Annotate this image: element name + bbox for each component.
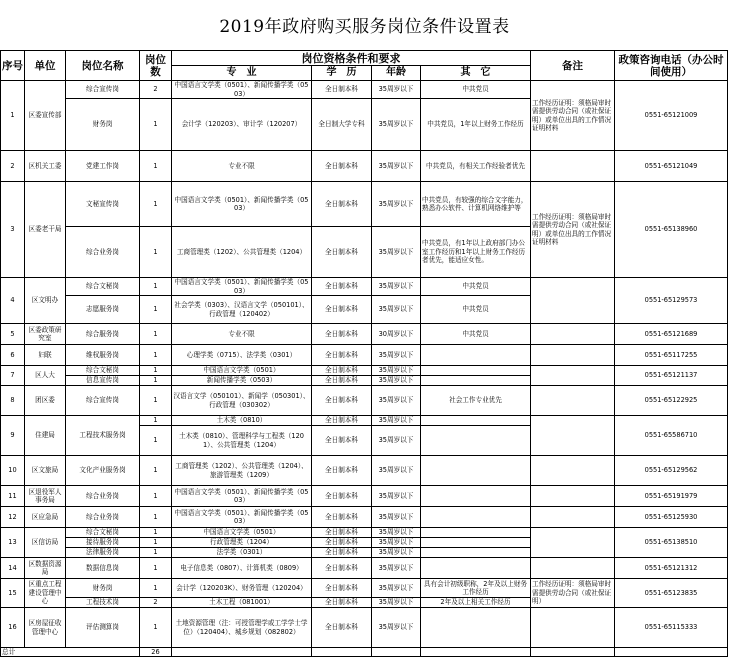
- cell-education: 全日制本科: [312, 81, 372, 99]
- cell-remark: [531, 324, 615, 345]
- cell-count: 2: [140, 598, 172, 608]
- cell-major: 中国语言文学类（0501）、新闻传播学类（0503）: [172, 278, 312, 296]
- cell-major: 工商管理类（1202）、公共管理类（1204）: [172, 227, 312, 278]
- cell-unit: 区信访局: [25, 528, 66, 558]
- cell-education: 全日制本科: [312, 366, 372, 376]
- cell-count: 1: [140, 548, 172, 558]
- cell-major: 土木工程（081001）: [172, 598, 312, 608]
- cell-education: 全日制本科: [312, 376, 372, 386]
- cell-other: 2年及以上相关工作经历: [421, 598, 531, 608]
- total-empty: [615, 648, 728, 657]
- cell-other: 社会工作专业优先: [421, 386, 531, 416]
- cell-remark: [531, 528, 615, 558]
- cell-education: 全日制本科: [312, 416, 372, 426]
- cell-position: 综合服务岗: [66, 324, 140, 345]
- cell-other: [421, 548, 531, 558]
- cell-age: 35周岁以下: [372, 426, 421, 456]
- cell-age: 35周岁以下: [372, 579, 421, 598]
- cell-count: 1: [140, 608, 172, 648]
- cell-education: 全日制本科: [312, 426, 372, 456]
- cell-count: 1: [140, 456, 172, 486]
- total-empty: [421, 648, 531, 657]
- cell-other: 具有会计初级职称，2年及以上财务工作经历: [421, 579, 531, 598]
- cell-age: 35周岁以下: [372, 548, 421, 558]
- cell-major: 工商管理类（1202）、公共管理类（1204）、旅游管理类（1209）: [172, 456, 312, 486]
- cell-unit: 区房屋征收管理中心: [25, 608, 66, 648]
- cell-remark: [531, 486, 615, 507]
- cell-age: 35周岁以下: [372, 486, 421, 507]
- cell-phone: 0551-65121689: [615, 324, 728, 345]
- cell-education: 全日制本科: [312, 182, 372, 227]
- total-empty: [172, 648, 312, 657]
- cell-count: 1: [140, 416, 172, 426]
- cell-age: 35周岁以下: [372, 538, 421, 548]
- cell-major: 中国语言文学类（0501）、新闻传播学类（0503）: [172, 182, 312, 227]
- cell-seq: 14: [1, 558, 25, 579]
- cell-education: 全日制本科: [312, 507, 372, 528]
- header-remark: 备注: [531, 51, 615, 81]
- cell-seq: 5: [1, 324, 25, 345]
- cell-position: 综合宣传岗: [66, 386, 140, 416]
- cell-remark: 工作经历证明：须格局审时需提供劳动合同（或社保证明）或单位出具的工作情况证明材料: [531, 182, 615, 278]
- header-phone: 政策咨询电话（办公时间使用）: [615, 51, 728, 81]
- cell-position: 综合宣传岗: [66, 81, 140, 99]
- cell-position: 评估测算岗: [66, 608, 140, 648]
- cell-unit: 区数据资源局: [25, 558, 66, 579]
- cell-other: 中共党员，有1年以上政府部门办公室工作经历和1年以上财务工作经历者优先，能适应女性。: [421, 227, 531, 278]
- cell-unit: 团区委: [25, 386, 66, 416]
- cell-unit: 区机关工委: [25, 151, 66, 182]
- header-count: 岗位数: [140, 51, 172, 81]
- cell-position: 综合文秘岗: [66, 366, 140, 376]
- cell-unit: 区重点工程建设管理中心: [25, 579, 66, 608]
- cell-unit: 区退役军人事务局: [25, 486, 66, 507]
- cell-major: 心理学类（0715）、法学类（0301）: [172, 345, 312, 366]
- cell-remark: 工作经历证明：须格局审时需提供劳动合同（或社保证明）: [531, 579, 615, 608]
- cell-phone: 0551-65129562: [615, 456, 728, 486]
- cell-seq: 2: [1, 151, 25, 182]
- cell-remark: [531, 366, 615, 386]
- header-other: 其 它: [421, 66, 531, 81]
- cell-education: 全日制本科: [312, 456, 372, 486]
- header-requirements: 岗位资格条件和要求: [172, 51, 531, 66]
- cell-phone: 0551-65123835: [615, 579, 728, 608]
- cell-other: [421, 608, 531, 648]
- cell-seq: 10: [1, 456, 25, 486]
- cell-position: 接待服务岗: [66, 538, 140, 548]
- cell-phone: 0551-65138510: [615, 528, 728, 558]
- cell-education: 全日制本科: [312, 227, 372, 278]
- cell-age: 35周岁以下: [372, 366, 421, 376]
- cell-age: 35周岁以下: [372, 456, 421, 486]
- cell-education: 全日制本科: [312, 579, 372, 598]
- cell-other: 中共党员: [421, 296, 531, 324]
- total-empty: [531, 648, 615, 657]
- cell-count: 1: [140, 227, 172, 278]
- cell-education: 全日制本科: [312, 386, 372, 416]
- cell-education: 全日制本科: [312, 608, 372, 648]
- cell-phone: 0551-65125930: [615, 507, 728, 528]
- cell-position: 财务岗: [66, 579, 140, 598]
- cell-remark: [531, 558, 615, 579]
- cell-seq: 8: [1, 386, 25, 416]
- cell-position: 党建工作岗: [66, 151, 140, 182]
- cell-position: 综合文秘岗: [66, 528, 140, 538]
- cell-position: 财务岗: [66, 99, 140, 151]
- cell-age: 35周岁以下: [372, 99, 421, 151]
- cell-other: 中共党员，有较强的综合文字能力，熟悉办公软件、计算机网络维护等: [421, 182, 531, 227]
- cell-position: 法律服务岗: [66, 548, 140, 558]
- cell-position: 综合文秘岗: [66, 278, 140, 296]
- cell-count: 1: [140, 376, 172, 386]
- cell-age: 35周岁以下: [372, 278, 421, 296]
- cell-major: 中国语言文学类（0501）: [172, 366, 312, 376]
- cell-other: [421, 366, 531, 376]
- cell-unit: 区委政策研究室: [25, 324, 66, 345]
- cell-education: 全日制本科: [312, 324, 372, 345]
- cell-education: 全日制本科: [312, 538, 372, 548]
- cell-position: 综合业务岗: [66, 486, 140, 507]
- cell-other: [421, 507, 531, 528]
- cell-phone: 0551-65121009: [615, 81, 728, 151]
- cell-phone: 0551-65586710: [615, 416, 728, 456]
- cell-count: 1: [140, 528, 172, 538]
- cell-seq: 16: [1, 608, 25, 648]
- cell-position: 文化产业服务岗: [66, 456, 140, 486]
- cell-unit: 区委老干局: [25, 182, 66, 278]
- cell-other: [421, 345, 531, 366]
- cell-phone: 0551-65121049: [615, 151, 728, 182]
- cell-other: 中共党员: [421, 81, 531, 99]
- cell-major: 土木类（0810）: [172, 416, 312, 426]
- header-education: 学 历: [312, 66, 372, 81]
- cell-remark: [531, 416, 615, 456]
- cell-age: 35周岁以下: [372, 182, 421, 227]
- cell-count: 1: [140, 278, 172, 296]
- cell-other: 中共党员，1年以上财务工作经历: [421, 99, 531, 151]
- cell-count: 1: [140, 486, 172, 507]
- header-position: 岗位名称: [66, 51, 140, 81]
- cell-major: 社会学类（0303）、汉语言文学（050101）、行政管理（120402）: [172, 296, 312, 324]
- cell-seq: 13: [1, 528, 25, 558]
- cell-seq: 6: [1, 345, 25, 366]
- cell-age: 35周岁以下: [372, 507, 421, 528]
- cell-age: 35周岁以下: [372, 558, 421, 579]
- cell-position: 综合业务岗: [66, 227, 140, 278]
- cell-remark: 工作经历证明：须格局审时需提供劳动合同（或社保证明）或单位出具的工作情况证明材料: [531, 81, 615, 151]
- total-label: 总计: [1, 648, 140, 657]
- cell-age: 35周岁以下: [372, 345, 421, 366]
- cell-count: 1: [140, 366, 172, 376]
- cell-education: 全日制本科: [312, 598, 372, 608]
- header-unit: 单位: [25, 51, 66, 81]
- cell-age: 35周岁以下: [372, 416, 421, 426]
- cell-unit: 区文明办: [25, 278, 66, 324]
- cell-major: 会计学（120203）、审计学（120207）: [172, 99, 312, 151]
- cell-major: 中国语言文学类（0501）、新闻传播学类（0503）: [172, 507, 312, 528]
- cell-count: 1: [140, 386, 172, 416]
- header-major: 专 业: [172, 66, 312, 81]
- cell-age: 35周岁以下: [372, 151, 421, 182]
- cell-major: 会计学（120203K）、财务管理（120204）: [172, 579, 312, 598]
- cell-education: 全日制本科: [312, 278, 372, 296]
- cell-seq: 4: [1, 278, 25, 324]
- cell-age: 35周岁以下: [372, 608, 421, 648]
- cell-count: 1: [140, 538, 172, 548]
- cell-position: 工程技术岗: [66, 598, 140, 608]
- cell-count: 1: [140, 151, 172, 182]
- cell-position: 志愿服务岗: [66, 296, 140, 324]
- cell-age: 30周岁以下: [372, 324, 421, 345]
- cell-unit: 住建局: [25, 416, 66, 456]
- cell-remark: [531, 386, 615, 416]
- cell-unit: 妇联: [25, 345, 66, 366]
- cell-seq: 11: [1, 486, 25, 507]
- cell-major: 专业不限: [172, 151, 312, 182]
- cell-position: 工程技术服务岗: [66, 416, 140, 456]
- cell-seq: 1: [1, 81, 25, 151]
- cell-major: 中国语言文学类（0501）、新闻传播学类（0503）: [172, 81, 312, 99]
- cell-major: 汉语言文学（050101）、新闻学（050301）、行政管理（030302）: [172, 386, 312, 416]
- cell-age: 35周岁以下: [372, 296, 421, 324]
- cell-other: [421, 486, 531, 507]
- cell-other: [421, 538, 531, 548]
- cell-seq: 7: [1, 366, 25, 386]
- cell-major: 法学类（0301）: [172, 548, 312, 558]
- cell-remark: [531, 507, 615, 528]
- cell-count: 1: [140, 558, 172, 579]
- cell-age: 35周岁以下: [372, 598, 421, 608]
- cell-count: 1: [140, 345, 172, 366]
- cell-other: 中共党员: [421, 278, 531, 296]
- cell-unit: 区人大: [25, 366, 66, 386]
- positions-table: [0, 50, 728, 657]
- cell-education: 全日制本科: [312, 528, 372, 538]
- header-age: 年龄: [372, 66, 421, 81]
- cell-position: 综合业务岗: [66, 507, 140, 528]
- cell-position: 数据信息岗: [66, 558, 140, 579]
- cell-position: 维权服务岗: [66, 345, 140, 366]
- cell-education: 全日制大学专科: [312, 99, 372, 151]
- cell-education: 全日制本科: [312, 486, 372, 507]
- cell-phone: 0551-65117255: [615, 345, 728, 366]
- cell-remark: [531, 456, 615, 486]
- cell-other: [421, 558, 531, 579]
- cell-unit: 区委宣传部: [25, 81, 66, 151]
- cell-remark: [531, 608, 615, 648]
- cell-other: [421, 456, 531, 486]
- page-title: 2019年政府购买服务岗位条件设置表: [219, 17, 510, 37]
- cell-other: 中共党员，有相关工作经验者优先: [421, 151, 531, 182]
- cell-other: [421, 416, 531, 426]
- cell-major: 新闻传播学类（0503）: [172, 376, 312, 386]
- cell-phone: 0551-65121137: [615, 366, 728, 386]
- cell-unit: 区文旅局: [25, 456, 66, 486]
- cell-phone: 0551-65121312: [615, 558, 728, 579]
- cell-count: 1: [140, 182, 172, 227]
- cell-education: 全日制本科: [312, 151, 372, 182]
- cell-count: 1: [140, 507, 172, 528]
- cell-major: 行政管理类（1204）: [172, 538, 312, 548]
- cell-age: 35周岁以下: [372, 227, 421, 278]
- cell-unit: 区应急局: [25, 507, 66, 528]
- header-seq: 序号: [1, 51, 25, 81]
- cell-age: 35周岁以下: [372, 528, 421, 538]
- cell-major: 电子信息类（0807）、计算机类（0809）: [172, 558, 312, 579]
- cell-education: 全日制本科: [312, 548, 372, 558]
- total-empty: [312, 648, 372, 657]
- cell-age: 35周岁以下: [372, 376, 421, 386]
- cell-remark: [531, 151, 615, 182]
- cell-major: 中国语言文学类（0501）: [172, 528, 312, 538]
- cell-education: 全日制本科: [312, 345, 372, 366]
- cell-other: [421, 376, 531, 386]
- cell-seq: 9: [1, 416, 25, 456]
- cell-phone: 0551-65115333: [615, 608, 728, 648]
- cell-count: 2: [140, 81, 172, 99]
- cell-count: 1: [140, 579, 172, 598]
- cell-seq: 12: [1, 507, 25, 528]
- cell-other: [421, 528, 531, 538]
- cell-education: 全日制本科: [312, 558, 372, 579]
- cell-major: 专业不限: [172, 324, 312, 345]
- cell-count: 1: [140, 426, 172, 456]
- cell-age: 35周岁以下: [372, 81, 421, 99]
- cell-major: 土木类（0810）、管理科学与工程类（1201）、公共管理类（1204）: [172, 426, 312, 456]
- cell-phone: 0551-65129573: [615, 278, 728, 324]
- cell-age: 35周岁以下: [372, 386, 421, 416]
- cell-phone: 0551-65191979: [615, 486, 728, 507]
- cell-position: 文秘宣传岗: [66, 182, 140, 227]
- cell-major: 土地资源管理（注：可授管理学或工学学士学位）（120404）、城乡规划（082802）: [172, 608, 312, 648]
- cell-other: 中共党员: [421, 324, 531, 345]
- cell-count: 1: [140, 296, 172, 324]
- cell-count: 1: [140, 324, 172, 345]
- cell-seq: 15: [1, 579, 25, 608]
- cell-phone: 0551-65122925: [615, 386, 728, 416]
- cell-count: 1: [140, 99, 172, 151]
- cell-other: [421, 426, 531, 456]
- cell-remark: [531, 345, 615, 366]
- cell-education: 全日制本科: [312, 296, 372, 324]
- total-empty: [372, 648, 421, 657]
- total-count: 26: [140, 648, 172, 657]
- cell-major: 中国语言文学类（0501）、新闻传播学类（0503）: [172, 486, 312, 507]
- cell-seq: 3: [1, 182, 25, 278]
- cell-phone: 0551-65138960: [615, 182, 728, 278]
- cell-position: 信息宣传岗: [66, 376, 140, 386]
- cell-remark: [531, 278, 615, 324]
